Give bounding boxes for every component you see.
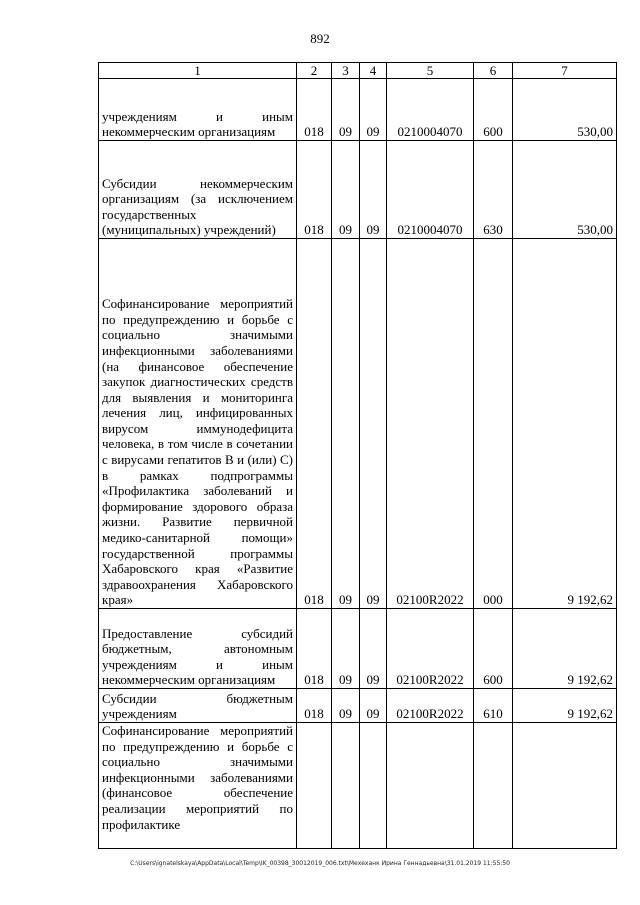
code-expense-type [474, 723, 513, 849]
code-section [332, 723, 360, 849]
code-admin: 018 [297, 609, 332, 689]
code-expense-type: 000 [474, 239, 513, 609]
table-row [99, 239, 617, 609]
table-row [99, 723, 617, 849]
amount [513, 723, 617, 849]
amount: 530,00 [513, 141, 617, 239]
code-subsection: 09 [360, 689, 387, 723]
row-description: Софинансирование мероприятий по предупреждению и борьбе с социально значимыми инфекционными заболеваниями (финансовое обеспечение реализации мероприятий по профилактике [99, 723, 297, 849]
code-admin [297, 723, 332, 849]
row-description: учреждениям и иным некоммерческим организациям [99, 79, 297, 141]
table-row [99, 79, 617, 141]
column-header: 7 [513, 63, 617, 79]
amount: 9 192,62 [513, 239, 617, 609]
column-header: 6 [474, 63, 513, 79]
table-row [99, 609, 617, 689]
code-target-article: 0210004070 [387, 79, 474, 141]
row-description: Софинансирование мероприятий по предупреждению и борьбе с социально значимыми инфекционными заболеваниями (на финансовое обеспечение закупок диагностических средств для выявления и мониторинга лечения лиц, инфицированных вирусом иммунодефицита человека, в том числе в сочетании с вирусами гепатитов В и (или) С) в рамках подпрограммы «Профилактика заболеваний и формирование здорового образа жизни. Развитие первичной медико-санитарной помощи» государственной программы Хабаровского края «Развитие здравоохранения Хабаровского края» [99, 239, 297, 609]
code-section: 09 [332, 239, 360, 609]
column-header: 1 [99, 63, 297, 79]
code-target-article: 0210004070 [387, 141, 474, 239]
code-section: 09 [332, 609, 360, 689]
code-section: 09 [332, 141, 360, 239]
code-expense-type: 630 [474, 141, 513, 239]
table-header-row [99, 63, 617, 79]
table-row [99, 141, 617, 239]
code-section: 09 [332, 689, 360, 723]
code-subsection: 09 [360, 141, 387, 239]
budget-table [98, 62, 617, 849]
column-header: 3 [332, 63, 360, 79]
page-number: 892 [310, 31, 330, 46]
row-description: Предоставление субсидий бюджетным, автономным учреждениям и иным некоммерческим организациям [99, 609, 297, 689]
code-subsection: 09 [360, 239, 387, 609]
code-target-article [387, 723, 474, 849]
amount: 9 192,62 [513, 609, 617, 689]
code-admin: 018 [297, 79, 332, 141]
code-admin: 018 [297, 239, 332, 609]
code-expense-type: 610 [474, 689, 513, 723]
row-description: Субсидии бюджетным учреждениям [99, 689, 297, 723]
code-admin: 018 [297, 689, 332, 723]
code-expense-type: 600 [474, 79, 513, 141]
amount: 9 192,62 [513, 689, 617, 723]
code-target-article: 02100R2022 [387, 239, 474, 609]
table-row [99, 689, 617, 723]
code-target-article: 02100R2022 [387, 689, 474, 723]
code-subsection: 09 [360, 79, 387, 141]
footer-file-path: C:\Users\ignatelskaya\AppData\Local\Temp\IK_00398_30012019_006.txt\Мехеханк Ирина Геннадьевна\31.01.2019 11:55:50 [130, 860, 510, 867]
code-admin: 018 [297, 141, 332, 239]
code-subsection: 09 [360, 609, 387, 689]
code-section: 09 [332, 79, 360, 141]
column-header: 4 [360, 63, 387, 79]
row-description: Субсидии некоммерческим организациям (за исключением государственных (муниципальных) учреждений) [99, 141, 297, 239]
code-subsection [360, 723, 387, 849]
amount: 530,00 [513, 79, 617, 141]
code-target-article: 02100R2022 [387, 609, 474, 689]
code-expense-type: 600 [474, 609, 513, 689]
column-header: 2 [297, 63, 332, 79]
column-header: 5 [387, 63, 474, 79]
